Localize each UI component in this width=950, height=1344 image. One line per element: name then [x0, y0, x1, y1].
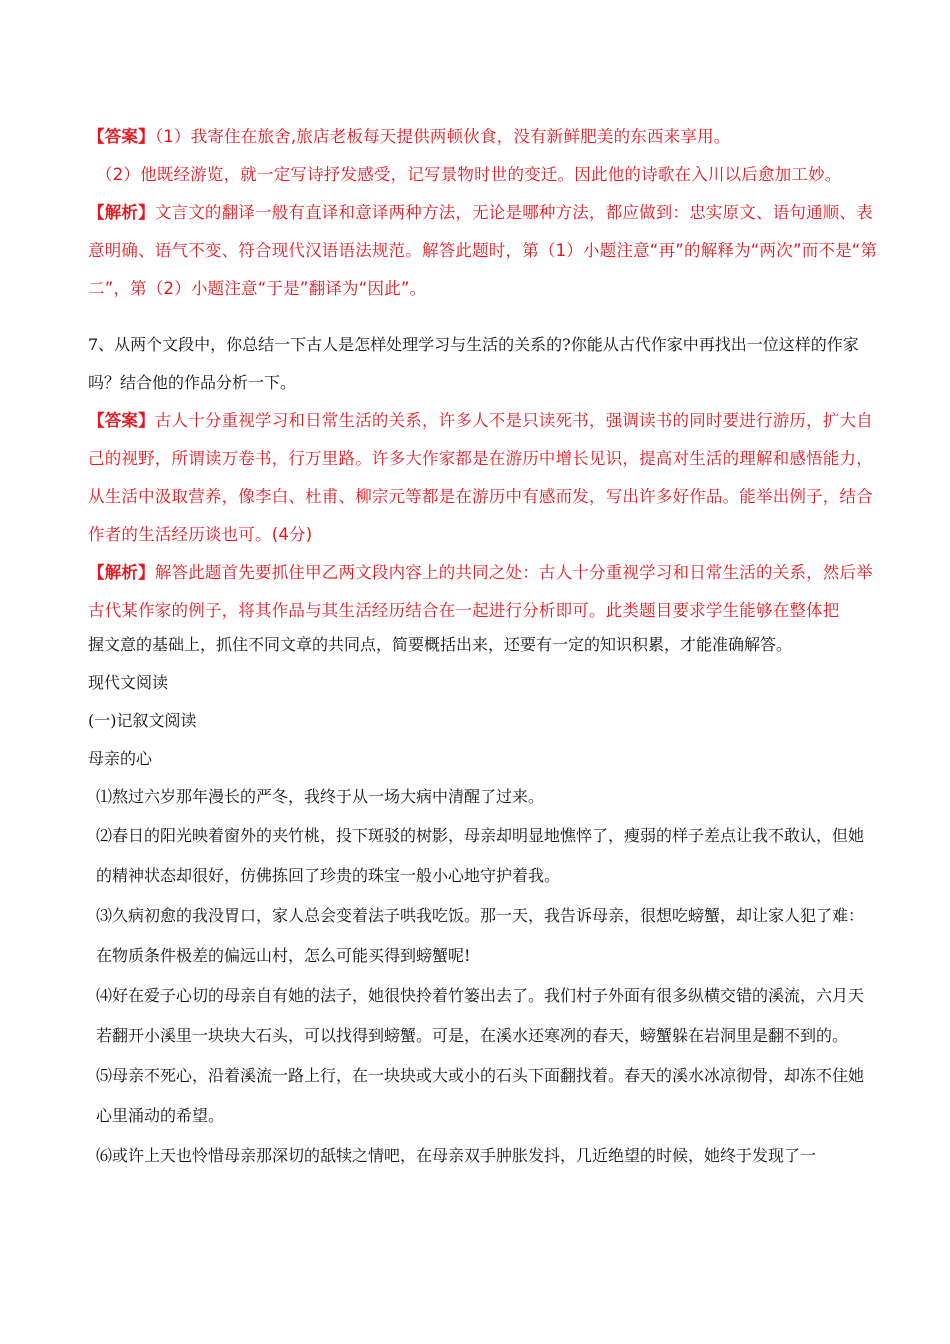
answer-7-text: 古人十分重视学习和日常生活的关系，许多人不是只读死书，强调读书的同时要进行游历，扩大自己的视野，所谓读万卷书，行万里路。许多大作家都是在游历中增长见识，提高对生活的理解和感悟能力，从生活中汲取营养，像李白、杜甫、柳宗元等都是在游历中有感而发，写出许多好作品。能举出例子，结合作者的生活经历谈也可。(4分): [88, 411, 873, 544]
analysis-7: [88, 554, 878, 630]
paragraph-6: ⑹或许上天也怜惜母亲那深切的舐犊之情吧，在母亲双手肿胀发抖，几近绝望的时候，她终于发现了一: [96, 1146, 817, 1165]
answer-6-text-1: （1）我寄住在旅舍,旅店老板每天提供两顿伙食，没有新鲜肥美的东西来享用。: [154, 127, 731, 146]
answer-6-line-2: （2）他既经游览，就一定写诗抒发感受，记写景物时世的变迁。因此他的诗歌在入川以后愈加工妙。: [96, 165, 842, 184]
analysis-7-continued: 握文意的基础上，抓住不同文章的共同点，简要概括出来，还要有一定的知识积累，才能准确解答。: [88, 635, 793, 654]
answer-tag: 【答案】: [88, 411, 155, 430]
analysis-6: [88, 194, 878, 308]
analysis-6-text: 文言文的翻译一般有直译和意译两种方法，无论是哪种方法，都应做到：忠实原文、语句通顺、表意明确、语气不变、符合现代汉语语法规范。解答此题时，第（1）小题注意“再”的解释为“两次”而不是“第二”，第（2）小题注意“于是”翻译为“因此”。: [88, 203, 878, 298]
answer-6-line-1: [88, 118, 878, 156]
analysis-tag: 【解析】: [88, 563, 155, 582]
section-heading-modern-reading: 现代文阅读: [88, 673, 169, 692]
paragraph-2: ⑵春日的阳光映着窗外的夹竹桃，投下斑驳的树影，母亲却明显地憔悴了，瘦弱的样子差点让我不敢认，但她的精神状态却很好，仿佛拣回了珍贵的珠宝一般小心地守护着我。: [96, 826, 865, 885]
paragraph-3: ⑶久病初愈的我没胃口，家人总会变着法子哄我吃饭。那一天，我告诉母亲，很想吃螃蟹，却让家人犯了难：在物质条件极差的偏远山村，怎么可能买得到螃蟹呢!: [96, 906, 865, 965]
answer-tag: 【答案】: [88, 127, 155, 146]
question-7: 7、从两个文段中，你总结一下古人是怎样处理学习与生活的关系的?你能从古代作家中再找出一位这样的作家吗？结合他的作品分析一下。: [88, 335, 859, 392]
paragraph-5: ⑸母亲不死心，沿着溪流一路上行，在一块块或大或小的石头下面翻找着。春天的溪水冰凉彻骨，却冻不住她心里涌动的希望。: [96, 1066, 865, 1125]
analysis-tag: 【解析】: [88, 203, 155, 222]
paragraph-4: ⑷好在爱子心切的母亲自有她的法子，她很快拎着竹篓出去了。我们村子外面有很多纵横交错的溪流，六月天若翻开小溪里一块块大石头，可以找得到螃蟹。可是，在溪水还寒冽的春天，螃蟹躲在岩洞里是翻不到的。: [96, 986, 865, 1045]
paragraph-1: ⑴熬过六岁那年漫长的严冬，我终于从一场大病中清醒了过来。: [96, 787, 545, 806]
section-heading-narrative: (一)记叙文阅读: [88, 711, 197, 730]
article-title: 母亲的心: [88, 749, 153, 768]
answer-7: [88, 402, 878, 554]
analysis-7-red-text: 解答此题首先要抓住甲乙两文段内容上的共同之处：古人十分重视学习和日常生活的关系，然后举古代某作家的例子，将其作品与其生活经历结合在一起进行分析即可。此类题目要求学生能够在整体把: [88, 563, 873, 620]
document-page: [88, 118, 878, 1176]
